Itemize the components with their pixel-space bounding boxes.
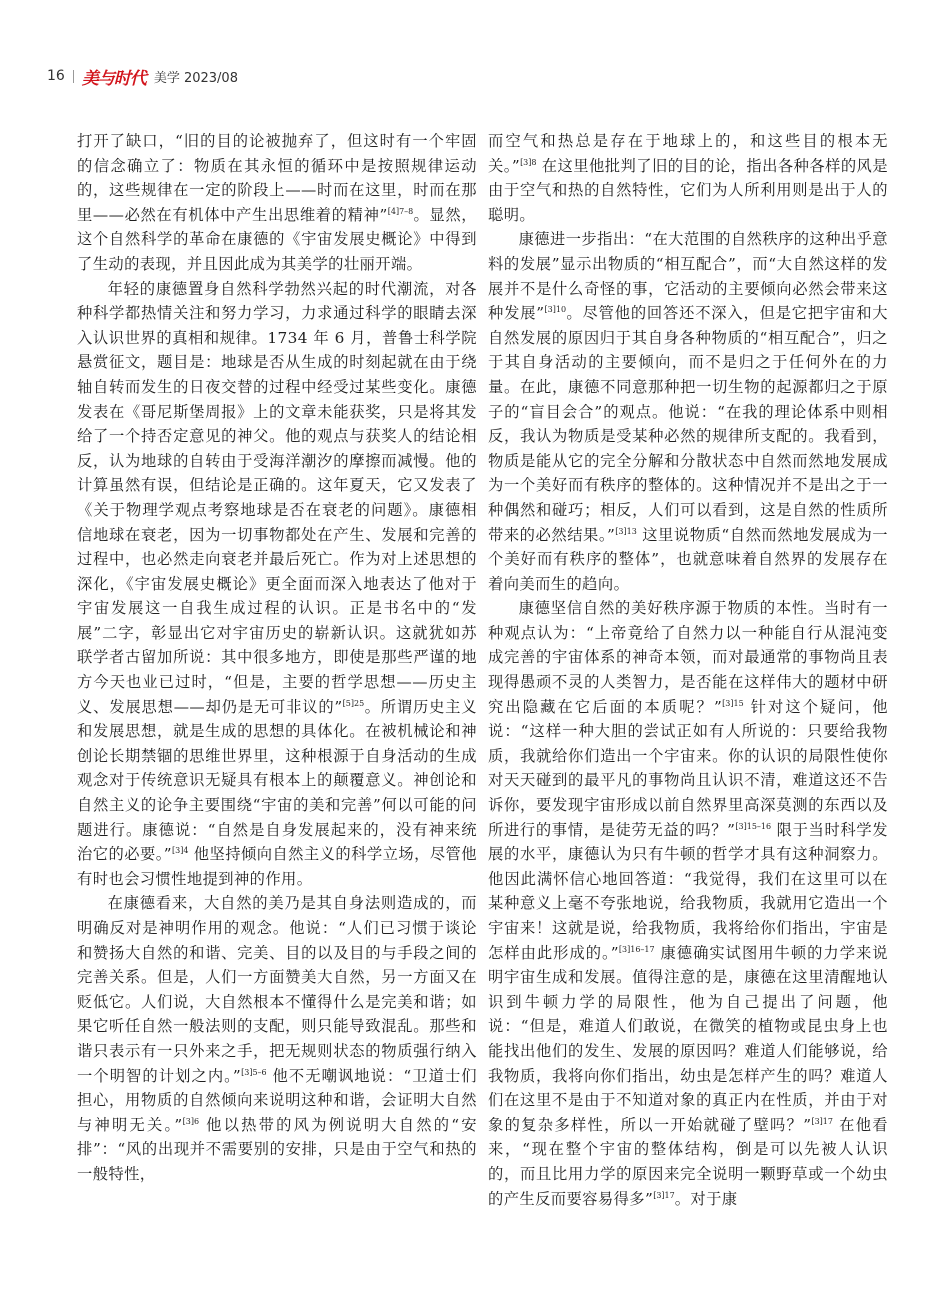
citation-reference: [3]16–17 [618,944,655,954]
paragraph-text: 康德坚信自然的美好秩序源于物质的本性。当时有一种观点认为：“上帝竟给了自然力以一种能自行从混沌变成完善的宇宙体系的神奇本领，而对最通常的事物尚且表现得愚顽不灵的人类智力，是否能在这样伟大的题材中研究出隐藏在它后面的本质呢？” [488,599,888,716]
journal-logo: 美与时代 [81,68,146,89]
paragraph-text: 这里说物质“自然而然地发展成为一个美好而有秩序的整体”，也就意味着自然界的发展存在着向美而生的趋向。 [488,525,888,593]
citation-reference: [3]6 [182,1116,200,1126]
paragraph-text: 他以热带的风为例说明大自然的“安排”：“风的出现并不需要别的安排，只是由于空气和热的一般特性， [77,1115,477,1183]
paragraph-text: 康德进一步指出：“在大范围的自然秩序的这种出乎意料的发展”显示出物质的“相互配合”，而“大自然这样的发展并不是什么奇怪的事，它活动的主要倾向必然会带来这种发展” [488,230,888,323]
citation-reference: [3]17 [811,1116,833,1126]
left-column [77,129,477,1259]
issue-label: 美学 2023/08 [153,70,238,86]
paragraph-text: 限于当时科学发展的水平，康德认为只有牛顿的哲学才具有这种洞察力。他因此满怀信心地回答道：“我觉得，我们在这里可以在某种意义上毫不夸张地说，给我物质，我就用它造出一个宇宙来！这就是说，给我物质，我将给你们指出，宇宙是怎样由此形成的。” [488,820,888,962]
paragraph-text: 而空气和热总是存在于地球上的，和这些目的根本无关。” [488,132,888,175]
paragraph [77,891,477,1186]
citation-reference: [3]5–6 [241,1067,267,1077]
paragraph-text: 打开了缺口，“旧的目的论被抛弃了，但这时有一个牢固的信念确立了：物质在其永恒的循环中是按照规律运动的，这些规律在一定的阶段上——时而在这里，时而在那里——必然在有机体中产生出思维着的精神” [77,132,477,224]
paragraph-text: 康德确实试图用牛顿的力学来说明宇宙生成和发展。值得注意的是，康德在这里清醒地认识到牛顿力学的局限性，他为自己提出了问题，他说：“但是，难道人们敢说，在微笑的植物或昆虫身上也能找出他们的发生、发展的原因吗？难道人们能够说，给我物质，我将向你们指出，幼虫是怎样产生的吗？难道人们在这里不是由于不知道对象的真正内在性质，并由于对象的复杂多样性，所以一开始就碰了壁吗？” [488,943,888,1134]
citation-reference: [3]8 [520,157,537,167]
paragraph [488,596,888,1211]
paragraph [77,277,477,892]
citation-reference: [3]15–16 [735,821,772,831]
page-header [47,64,238,88]
page-number: 16 [47,68,65,84]
paragraph [77,129,477,277]
citation-reference: [3]13 [615,526,637,536]
paragraph-text: 。对于康 [674,1189,738,1208]
paragraph-text: 。显然，这个自然科学的革命在康德的《宇宙发展史概论》中得到了生动的表现，并且因此成为其美学的壮丽开端。 [77,205,477,273]
citation-reference: [3]10 [544,305,567,315]
paragraph-text: 年轻的康德置身自然科学勃然兴起的时代潮流，对各种科学都热情关注和努力学习，力求通过科学的眼睛去深入认识世界的真相和规律。1734 年 6 月，普鲁士科学院悬赏征文，题目是：地球是否从生成的时刻起就在由于绕轴自转而发生的日夜交替的过程中经受过某些变化。康德发表在《哥尼斯堡周报》上的文章未能获奖，只是将其发给了一个持否定意见的神父。他的观点与获奖人的结论相反，认为地球的自转由于受海洋潮汐的摩擦而减慢。他的计算虽然有误，但结论是正确的。这年夏天，它又发表了《关于物理学观点考察地球是否在衰老的问题》。康德相信地球在衰老，因为一切事物都处在产生、发展和完善的过程中，也必然走向衰老并最后死亡。作为对上述思想的深化，《宇宙发展史概论》更全面而深入地表达了他对于宇宙发展这一自我生成过程的认识。正是书名中的“发展”二字，彰显出它对宇宙历史的崭新认识。这就犹如苏联学者古留加所说：其中很多地方，即使是那些严谨的地方今天也业已过时，“但是，主要的哲学思想——历史主义、发展思想——却仍是无可非议的” [77,279,477,716]
paragraph-text: 在他看来，“现在整个宇宙的整体结构，倒是可以先被人认识的，而且比用力学的原因来完全说明一颗野草或一个幼虫的产生反而要容易得多” [488,1115,888,1208]
citation-reference: [3]4 [172,846,189,856]
paragraph-text: 。所谓历史主义和发展思想，就是生成的思想的具体化。在被机械论和神创论长期禁锢的思维世界里，这种根源于自身活动的生成观念对于传统意识无疑具有根本上的颠覆意义。神创论和自然主义的论争主要围绕“宇宙的美和完善”何以可能的问题进行。康德说：“自然是自身发展起来的，没有神来统治它的必要。” [77,697,477,864]
paragraph-text: 针对这个疑问，他说：“这样一种大胆的尝试正如有人所说的：只要给我物质，我就给你们造出一个宇宙来。你的认识的局限性使你对天天碰到的最平凡的事物尚且认识不清，难道这还不告诉你，要发现宇宙形成以前自然界里高深莫测的东西以及所进行的事情，是徒劳无益的吗？” [488,697,888,839]
citation-reference: [4]7–8 [387,206,414,216]
paragraph-text: 。尽管他的回答还不深入，但是它把宇宙和大自然发展的原因归于其自身各种物质的“相互配合”，归之于其自身活动的主要倾向，而不是归之于任何外在的力量。在此，康德不同意那种把一切生物的起源都归之于原子的“盲目会合”的观点。他说：“在我的理论体系中则相反，我认为物质是受某种必然的规律所支配的。我看到，物质是能从它的完全分解和分散状态中自然而然地发展成为一个美好而有秩序的整体的。这种情况并不是出之于一种偶然和碰巧；相反，人们可以看到，这是自然的性质所带来的必然结果。” [488,304,888,544]
paragraph-text: 在这里他批判了旧的目的论，指出各种各样的风是由于空气和热的自然特性，它们为人所利用则是出于人的聪明。 [488,156,888,224]
citation-reference: [3]15 [722,698,744,708]
paragraph-text: 他不无嘲讽地说：“卫道士们担心，用物质的自然倾向来说明这种和谐，会证明大自然与神明无关。” [77,1066,477,1134]
paragraph-text: 在康德看来，大自然的美乃是其自身法则造成的，而明确反对是神明作用的观念。他说：“人们已习惯于谈论和赞扬大自然的和谐、完美、目的以及目的与手段之间的完善关系。但是，人们一方面赞美大自然，另一方面又在贬低它。人们说，大自然根本不懂得什么是完美和谐；如果它听任自然一般法则的支配，则只能导致混乱。那些和谐只表示有一只外来之手，把无规则状态的物质强行纳入一个明智的计划之内。” [77,894,477,1085]
header-divider [73,70,74,83]
paragraph [488,227,888,596]
paragraph-text: 他坚持倾向自然主义的科学立场，尽管他有时也会习惯性地提到神的作用。 [77,845,477,888]
paragraph [488,129,888,227]
citation-reference: [3]17 [653,1190,675,1200]
right-column [488,129,888,1259]
citation-reference: [5]25 [342,698,365,708]
